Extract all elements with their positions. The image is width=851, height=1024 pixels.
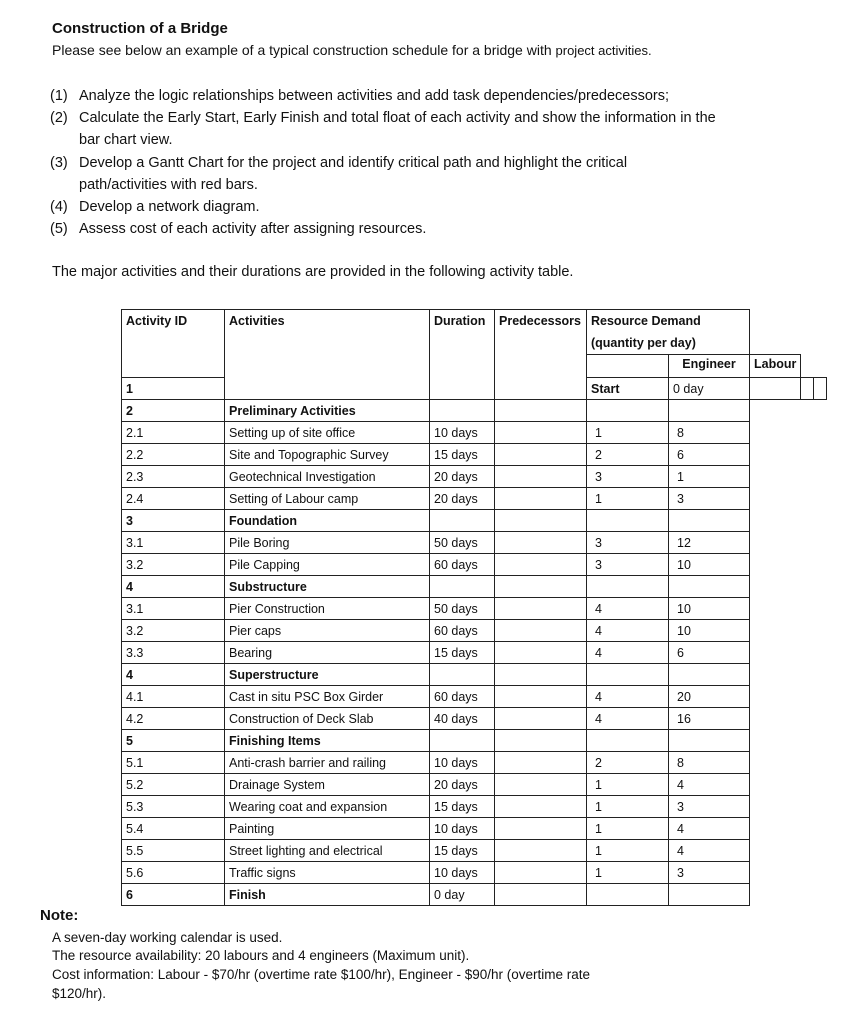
- intro-paragraph: [52, 42, 652, 58]
- engineer-cell: [587, 730, 669, 752]
- activity-name-cell: Cast in situ PSC Box Girder: [225, 686, 430, 708]
- activity-id-cell: 4.2: [122, 708, 225, 730]
- engineer-cell: 1: [587, 818, 669, 840]
- duration-cell: 10 days: [430, 422, 495, 444]
- activity-name-cell: Setting up of site office: [225, 422, 430, 444]
- labour-cell: 12: [669, 532, 750, 554]
- engineer-cell: 1: [587, 840, 669, 862]
- labour-cell: 3: [669, 488, 750, 510]
- engineer-cell: [587, 400, 669, 422]
- engineer-cell: [801, 378, 814, 400]
- activity-name-cell: Pile Boring: [225, 532, 430, 554]
- duration-cell: 0 day: [669, 378, 750, 400]
- labour-cell: 3: [669, 796, 750, 818]
- duration-cell: 20 days: [430, 774, 495, 796]
- header-activities: Activities: [225, 310, 430, 400]
- table-row: [122, 532, 827, 554]
- predecessors-cell: [495, 686, 587, 708]
- engineer-cell: 1: [587, 488, 669, 510]
- activity-id-cell: 4: [122, 576, 225, 598]
- activity-name-cell: Pile Capping: [225, 554, 430, 576]
- predecessors-cell: [495, 774, 587, 796]
- note-line: The resource availability: 20 labours and 4 engineers (Maximum unit).: [52, 948, 470, 963]
- table-row: [122, 510, 827, 532]
- predecessors-cell: [495, 840, 587, 862]
- table-row: [122, 444, 827, 466]
- activity-name-cell: Bearing: [225, 642, 430, 664]
- predecessors-cell: [495, 796, 587, 818]
- predecessors-cell: [495, 466, 587, 488]
- table-row: [122, 598, 827, 620]
- header-duration: Duration: [430, 310, 495, 400]
- activity-name-cell: Pier caps: [225, 620, 430, 642]
- table-row: [122, 422, 827, 444]
- predecessors-cell: [495, 708, 587, 730]
- predecessors-cell: [495, 488, 587, 510]
- duration-cell: [430, 400, 495, 422]
- activity-name-cell: Construction of Deck Slab: [225, 708, 430, 730]
- labour-cell: 6: [669, 642, 750, 664]
- activity-name-cell: Wearing coat and expansion: [225, 796, 430, 818]
- predecessors-cell: [495, 532, 587, 554]
- predecessors-cell: [495, 818, 587, 840]
- labour-cell: 6: [669, 444, 750, 466]
- activity-id-cell: 3: [122, 510, 225, 532]
- duration-cell: 50 days: [430, 598, 495, 620]
- predecessors-cell: [750, 378, 801, 400]
- task-text: Develop a Gantt Chart for the project and identify critical path and highlight the critical: [79, 155, 628, 171]
- task-number: (5): [50, 221, 68, 237]
- labour-cell: 8: [669, 752, 750, 774]
- engineer-cell: 4: [587, 642, 669, 664]
- table-header-row: [122, 310, 827, 355]
- note-line: $120/hr).: [52, 986, 107, 1001]
- predecessors-cell: [495, 884, 587, 906]
- task-number: (4): [50, 199, 68, 215]
- engineer-cell: 2: [587, 444, 669, 466]
- duration-cell: 10 days: [430, 818, 495, 840]
- header-predecessors: Predecessors: [495, 310, 587, 400]
- table-row: [122, 862, 827, 884]
- duration-cell: 15 days: [430, 840, 495, 862]
- engineer-cell: 1: [587, 796, 669, 818]
- activity-id-cell: 3.1: [122, 598, 225, 620]
- table-row: [122, 708, 827, 730]
- predecessors-cell: [495, 422, 587, 444]
- table-row: [122, 664, 827, 686]
- engineer-cell: [587, 884, 669, 906]
- duration-cell: 60 days: [430, 686, 495, 708]
- activity-id-cell: 2: [122, 400, 225, 422]
- table-intro: The major activities and their durations are provided in the following activity table.: [52, 264, 574, 280]
- activity-id-cell: 2.2: [122, 444, 225, 466]
- engineer-cell: 4: [587, 708, 669, 730]
- activity-id-cell: 1: [122, 378, 225, 400]
- labour-cell: 10: [669, 554, 750, 576]
- labour-cell: [814, 378, 827, 400]
- activity-name-cell: Anti-crash barrier and railing: [225, 752, 430, 774]
- task-number: (3): [50, 155, 68, 171]
- activity-name-cell: Superstructure: [225, 664, 430, 686]
- task-number: (1): [50, 88, 68, 104]
- table-row: [122, 686, 827, 708]
- task-text: bar chart view.: [79, 132, 173, 148]
- engineer-cell: [587, 510, 669, 532]
- engineer-cell: [587, 664, 669, 686]
- activity-name-cell: Pier Construction: [225, 598, 430, 620]
- labour-cell: [669, 730, 750, 752]
- engineer-cell: 4: [587, 598, 669, 620]
- labour-cell: 10: [669, 598, 750, 620]
- predecessors-cell: [495, 862, 587, 884]
- labour-cell: 10: [669, 620, 750, 642]
- predecessors-cell: [495, 598, 587, 620]
- predecessors-cell: [495, 620, 587, 642]
- task-text: Analyze the logic relationships between activities and add task dependencies/predecessors;: [79, 88, 670, 104]
- engineer-cell: 4: [587, 686, 669, 708]
- labour-cell: 8: [669, 422, 750, 444]
- labour-cell: [669, 400, 750, 422]
- activity-id-cell: 6: [122, 884, 225, 906]
- table-row: [122, 466, 827, 488]
- note-label: Note:: [40, 907, 79, 924]
- duration-cell: 60 days: [430, 554, 495, 576]
- activity-name-cell: Painting: [225, 818, 430, 840]
- activity-name-cell: Finish: [225, 884, 430, 906]
- predecessors-cell: [495, 752, 587, 774]
- engineer-cell: [587, 576, 669, 598]
- activity-id-cell: 2.1: [122, 422, 225, 444]
- table-row: [122, 576, 827, 598]
- labour-cell: 16: [669, 708, 750, 730]
- table-row: [122, 554, 827, 576]
- table-row: [122, 840, 827, 862]
- activity-name-cell: Start: [587, 378, 669, 400]
- activity-id-cell: 3.2: [122, 554, 225, 576]
- table-row: [122, 400, 827, 422]
- engineer-cell: 2: [587, 752, 669, 774]
- duration-cell: 10 days: [430, 862, 495, 884]
- activity-name-cell: Traffic signs: [225, 862, 430, 884]
- table-row: [122, 620, 827, 642]
- predecessors-cell: [495, 444, 587, 466]
- header-labour: Labour: [750, 355, 801, 378]
- activity-name-cell: Foundation: [225, 510, 430, 532]
- engineer-cell: 4: [587, 620, 669, 642]
- labour-cell: [669, 884, 750, 906]
- activity-id-cell: 4: [122, 664, 225, 686]
- activity-name-cell: Site and Topographic Survey: [225, 444, 430, 466]
- engineer-cell: 3: [587, 532, 669, 554]
- duration-cell: 10 days: [430, 752, 495, 774]
- duration-cell: [430, 730, 495, 752]
- task-text: Assess cost of each activity after assigning resources.: [79, 221, 427, 237]
- header-resource-demand: Resource Demand (quantity per day): [587, 310, 750, 355]
- predecessors-cell: [495, 642, 587, 664]
- predecessors-cell: [495, 576, 587, 598]
- predecessors-cell: [495, 554, 587, 576]
- activity-name-cell: Substructure: [225, 576, 430, 598]
- activity-id-cell: 5.5: [122, 840, 225, 862]
- activity-id-cell: 5.1: [122, 752, 225, 774]
- activity-table: [121, 309, 827, 906]
- duration-cell: [430, 664, 495, 686]
- activity-name-cell: Finishing Items: [225, 730, 430, 752]
- table-row: [122, 796, 827, 818]
- labour-cell: 3: [669, 862, 750, 884]
- labour-cell: [669, 664, 750, 686]
- intro-tail: project activities.: [555, 43, 652, 58]
- activity-id-cell: 5.4: [122, 818, 225, 840]
- predecessors-cell: [495, 664, 587, 686]
- engineer-cell: 3: [587, 554, 669, 576]
- predecessors-cell: [495, 510, 587, 532]
- predecessors-cell: [495, 400, 587, 422]
- labour-cell: [669, 576, 750, 598]
- activity-id-cell: 3.2: [122, 620, 225, 642]
- duration-cell: 60 days: [430, 620, 495, 642]
- predecessors-cell: [495, 730, 587, 752]
- task-text: path/activities with red bars.: [79, 177, 258, 193]
- labour-cell: 4: [669, 818, 750, 840]
- table-row: [122, 752, 827, 774]
- note-line: A seven-day working calendar is used.: [52, 930, 283, 945]
- duration-cell: 20 days: [430, 466, 495, 488]
- activity-id-cell: 2.3: [122, 466, 225, 488]
- activity-id-cell: 5: [122, 730, 225, 752]
- activity-name-cell: Street lighting and electrical: [225, 840, 430, 862]
- duration-cell: 20 days: [430, 488, 495, 510]
- activity-id-cell: 4.1: [122, 686, 225, 708]
- note-line: Cost information: Labour - $70/hr (overtime rate $100/hr), Engineer - $90/hr (overtime rate: [52, 967, 591, 982]
- table-row: [122, 642, 827, 664]
- table-row: [122, 774, 827, 796]
- task-text: Develop a network diagram.: [79, 199, 260, 215]
- activity-id-cell: 2.4: [122, 488, 225, 510]
- duration-cell: 15 days: [430, 796, 495, 818]
- duration-cell: [430, 576, 495, 598]
- activity-id-cell: 3.3: [122, 642, 225, 664]
- duration-cell: 0 day: [430, 884, 495, 906]
- header-engineer: Engineer: [669, 355, 750, 378]
- engineer-cell: 1: [587, 862, 669, 884]
- activity-id-cell: 5.6: [122, 862, 225, 884]
- activity-name-cell: Setting of Labour camp: [225, 488, 430, 510]
- labour-cell: 4: [669, 840, 750, 862]
- engineer-cell: 3: [587, 466, 669, 488]
- duration-cell: 15 days: [430, 642, 495, 664]
- document-title: Construction of a Bridge: [52, 20, 228, 37]
- table-row: [122, 730, 827, 752]
- labour-cell: 20: [669, 686, 750, 708]
- task-number: (2): [50, 110, 68, 126]
- header-activity-id: Activity ID: [122, 310, 225, 378]
- intro-main: Please see below an example of a typical construction schedule for a bridge with: [52, 42, 556, 58]
- table-row: [122, 818, 827, 840]
- duration-cell: [430, 510, 495, 532]
- table-row: [122, 488, 827, 510]
- header-id-empty: [587, 355, 669, 378]
- engineer-cell: 1: [587, 774, 669, 796]
- duration-cell: 40 days: [430, 708, 495, 730]
- activity-id-cell: 3.1: [122, 532, 225, 554]
- labour-cell: 4: [669, 774, 750, 796]
- activity-name-cell: Drainage System: [225, 774, 430, 796]
- duration-cell: 50 days: [430, 532, 495, 554]
- activity-id-cell: 5.2: [122, 774, 225, 796]
- duration-cell: 15 days: [430, 444, 495, 466]
- labour-cell: 1: [669, 466, 750, 488]
- activity-name-cell: Preliminary Activities: [225, 400, 430, 422]
- engineer-cell: 1: [587, 422, 669, 444]
- activity-name-cell: Geotechnical Investigation: [225, 466, 430, 488]
- task-text: Calculate the Early Start, Early Finish and total float of each activity and show the information in the: [79, 110, 716, 126]
- table-row: [122, 884, 827, 906]
- activity-id-cell: 5.3: [122, 796, 225, 818]
- labour-cell: [669, 510, 750, 532]
